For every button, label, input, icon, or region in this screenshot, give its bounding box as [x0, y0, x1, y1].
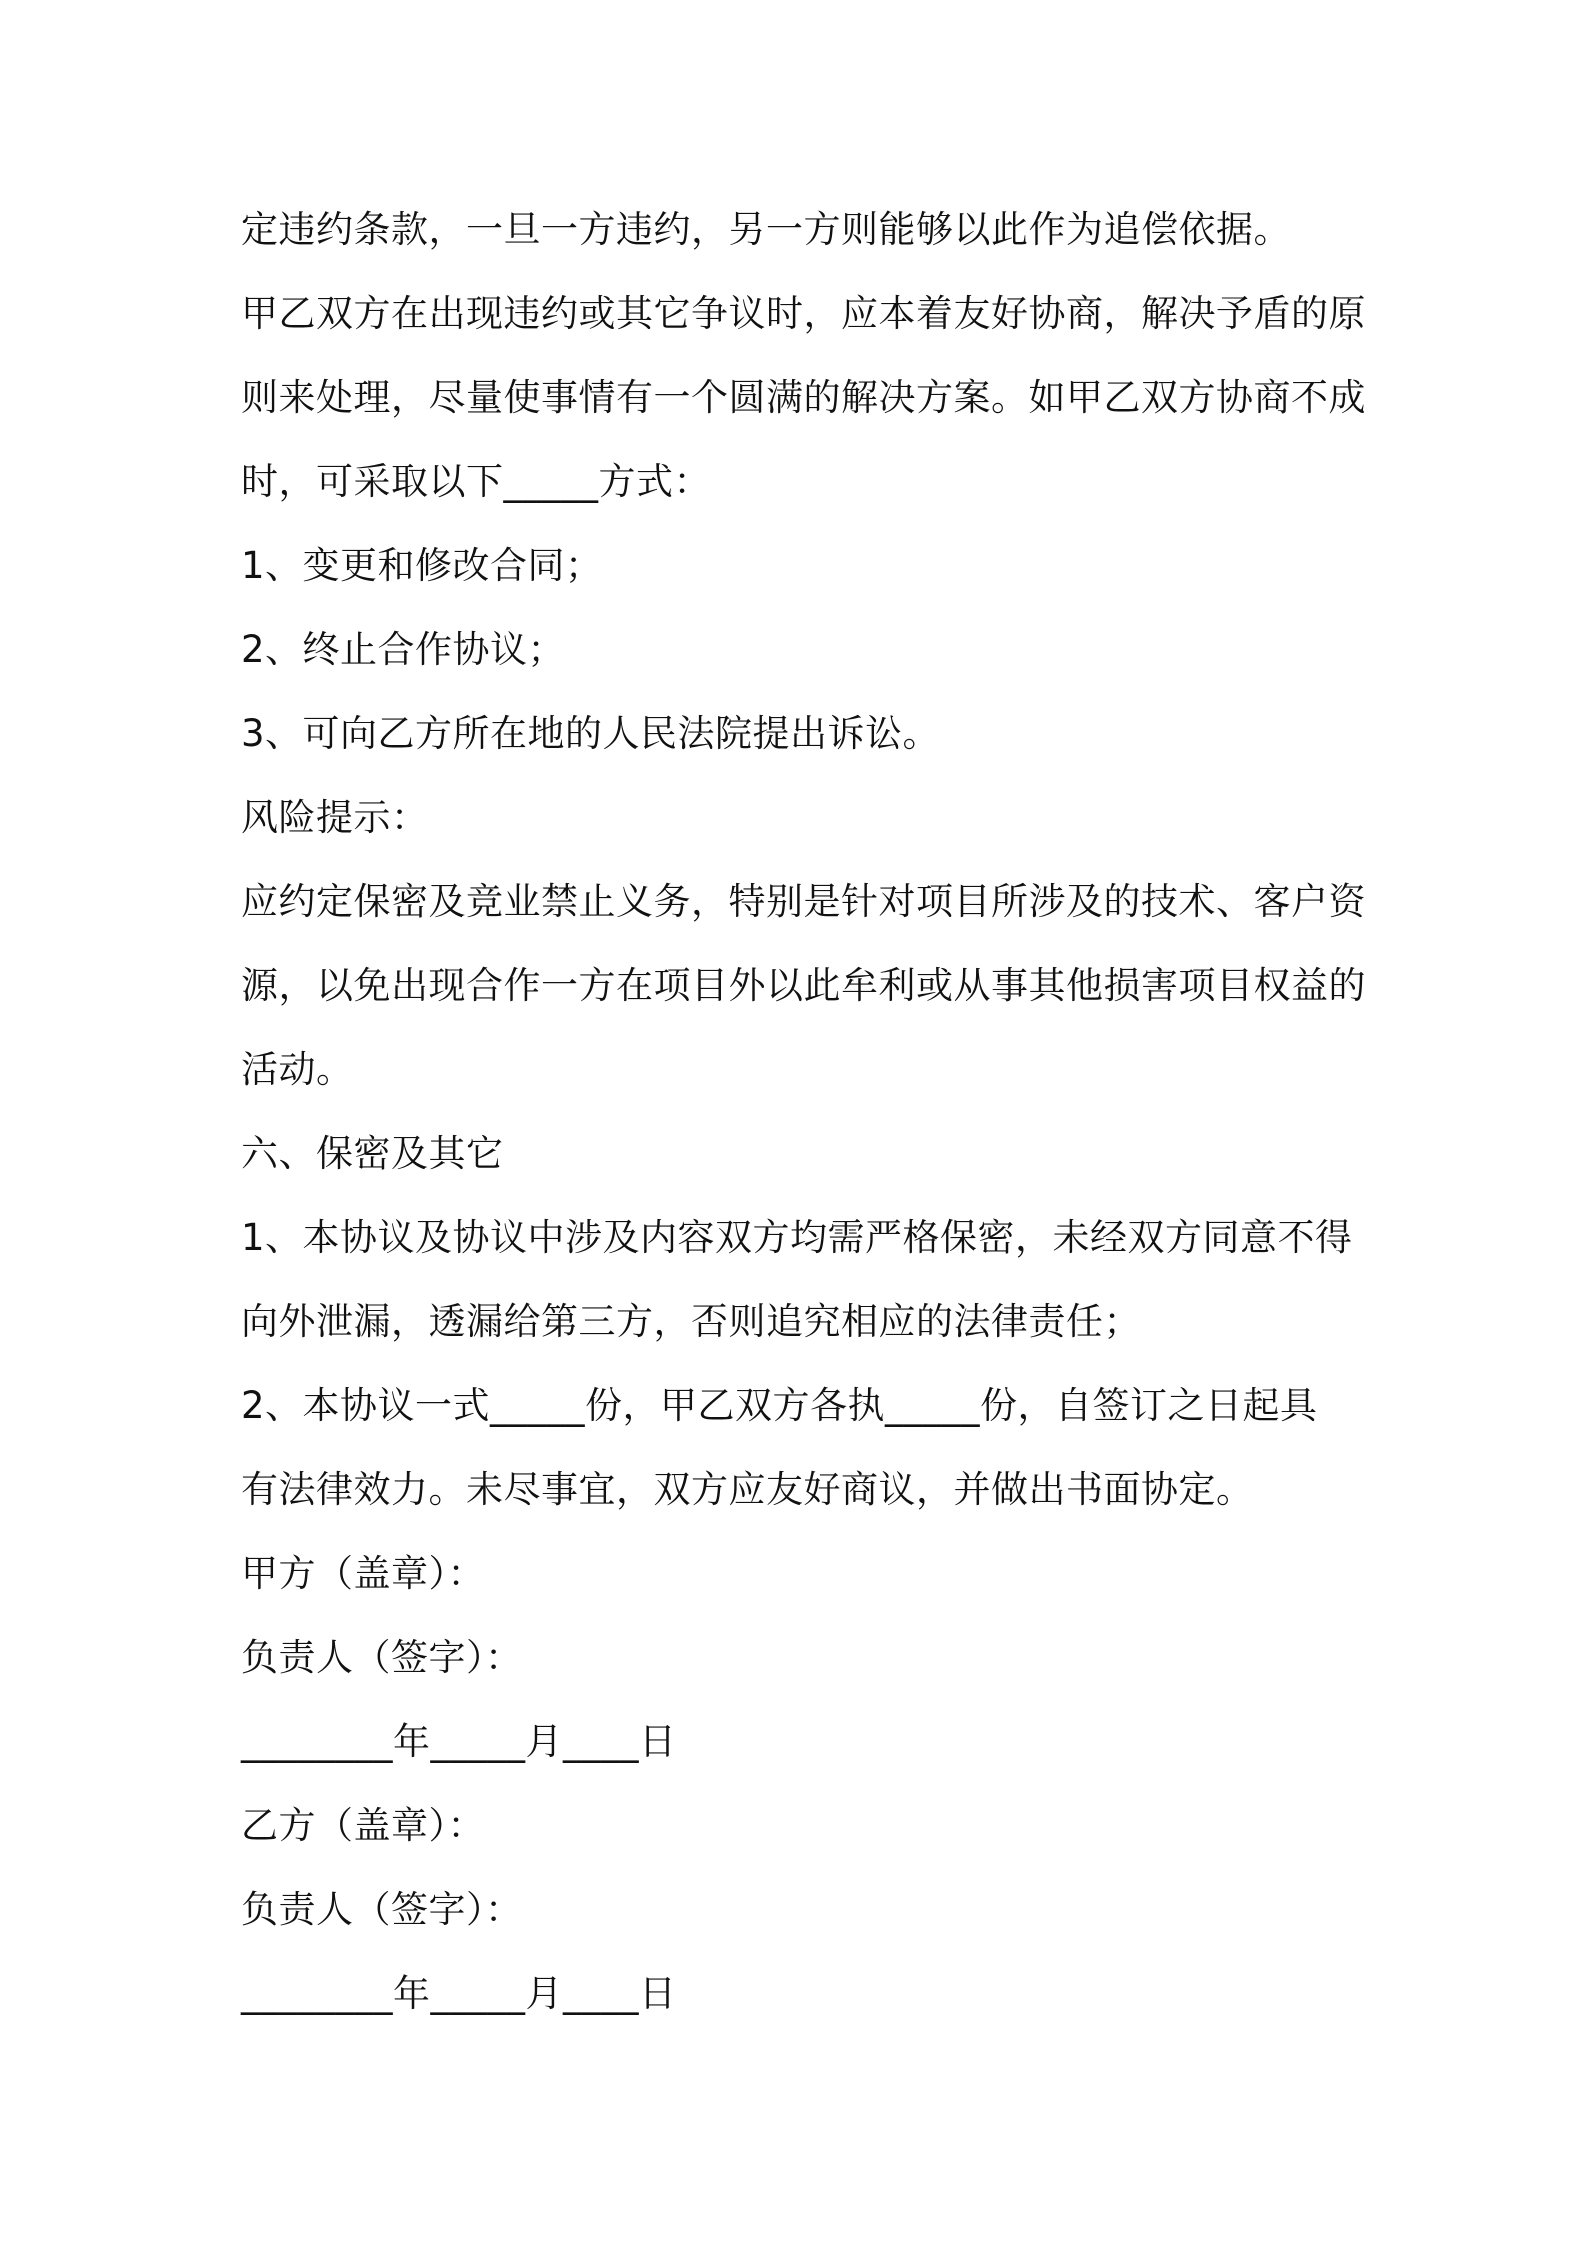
paragraph-line: 时，可采取以下_____方式：: [241, 460, 711, 503]
party-b-signatory-label: 负责人（签字）：: [241, 1888, 523, 1931]
clause-line: 2、本协议一式_____份，甲乙双方各执_____份，自签订之日起具: [241, 1384, 1318, 1427]
party-a-signatory-label: 负责人（签字）：: [241, 1636, 523, 1679]
paragraph-line: 甲乙双方在出现违约或其它争议时，应本着友好协商，解决予盾的原: [241, 292, 1366, 335]
paragraph-line: 则来处理，尽量使事情有一个圆满的解决方案。如甲乙双方协商不成: [241, 376, 1366, 419]
clause-line: 1、本协议及协议中涉及内容双方均需严格保密，未经双方同意不得: [241, 1216, 1353, 1259]
party-a-date-line: ________年_____月____日: [241, 1720, 677, 1763]
paragraph-line: 应约定保密及竞业禁止义务，特别是针对项目所涉及的技术、客户资: [241, 880, 1366, 923]
paragraph-line: 定违约条款，一旦一方违约，另一方则能够以此作为追偿依据。: [241, 208, 1291, 251]
clause-line: 有法律效力。未尽事宜，双方应友好商议，并做出书面协定。: [241, 1468, 1254, 1511]
party-b-date-line: ________年_____月____日: [241, 1972, 677, 2015]
party-b-seal-label: 乙方（盖章）：: [241, 1804, 485, 1847]
list-item: 2、终止合作协议；: [241, 628, 566, 671]
clause-line: 向外泄漏，透漏给第三方，否则追究相应的法律责任；: [241, 1300, 1141, 1343]
list-item: 1、变更和修改合同；: [241, 544, 603, 587]
party-a-seal-label: 甲方（盖章）：: [241, 1552, 485, 1595]
risk-heading: 风险提示：: [241, 796, 429, 839]
paragraph-line: 源，以免出现合作一方在项目外以此牟利或从事其他损害项目权益的: [241, 964, 1366, 1007]
list-item: 3、可向乙方所在地的人民法院提出诉讼。: [241, 712, 941, 755]
document-body: [241, 200, 1366, 2048]
paragraph-line: 活动。: [241, 1048, 354, 1091]
section-heading: 六、保密及其它: [241, 1132, 504, 1175]
